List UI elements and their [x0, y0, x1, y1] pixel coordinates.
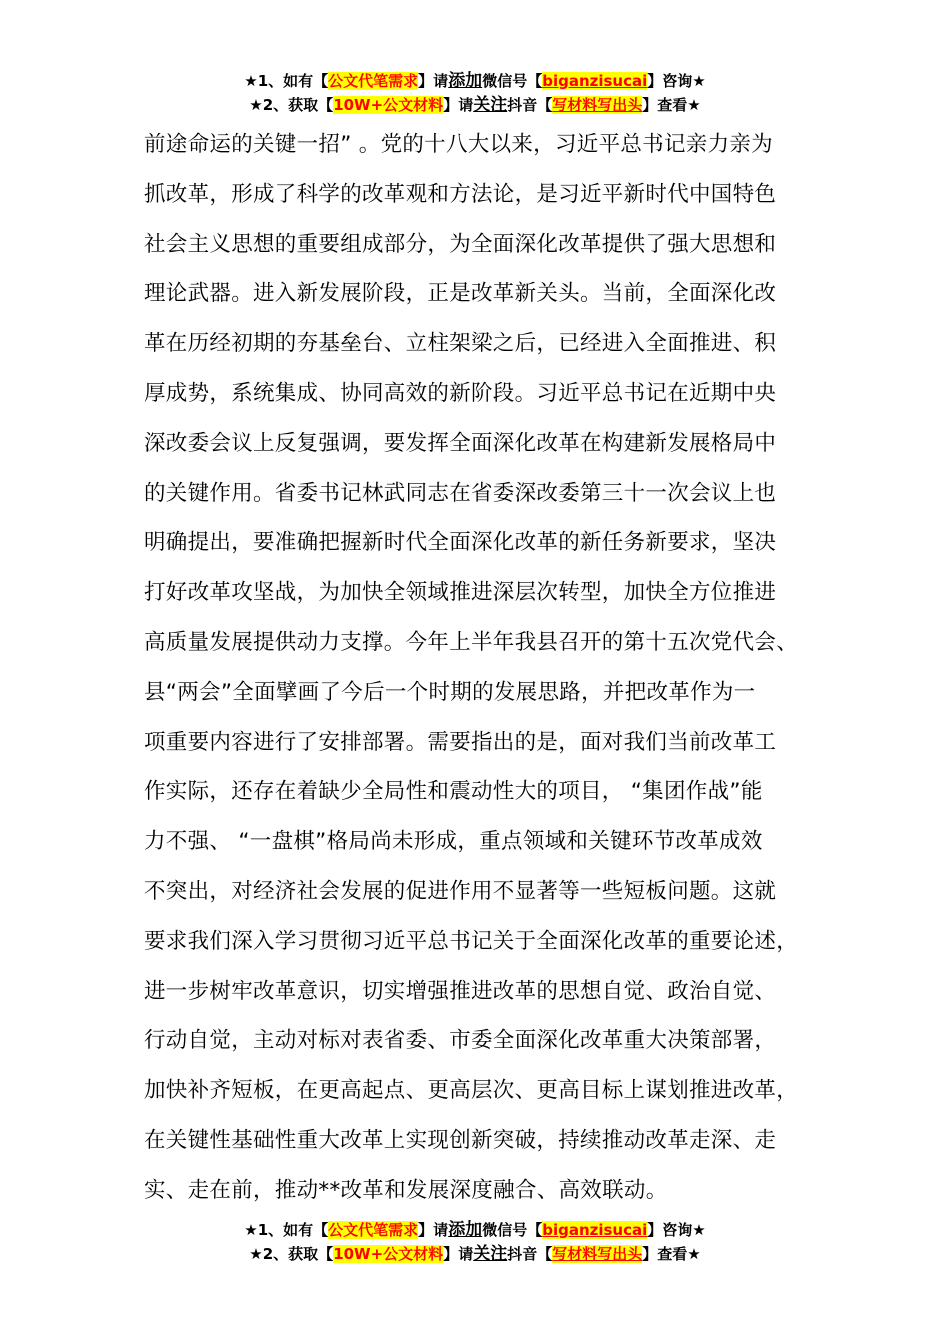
body-line: 高质量发展提供动力支撑。今年上半年我县召开的第十五次党代会、 [144, 629, 799, 655]
body-line: 力不强、 “一盘棋”格局尚未形成，重点领域和关键环节改革成效 [144, 829, 763, 855]
body-line: 行动自觉，主动对标对表省委、市委全面深化改革重大决策部署， [144, 1028, 777, 1054]
ad-text: 】请 [443, 1245, 474, 1263]
ad-text: ★1、如有【 [244, 72, 329, 90]
body-line: 实、走在前，推动**改革和发展深度融合、高效联动。 [144, 1177, 668, 1203]
ad-highlight: 公文代笔需求 [328, 72, 419, 90]
ad-underlined: 关注 [473, 95, 508, 115]
ad-text: 】查看★ [642, 96, 701, 114]
ad-underlined: 关注 [473, 1244, 508, 1264]
ad-highlight: 10W+公文材料 [333, 1245, 444, 1263]
body-line: 社会主义思想的重要组成部分，为全面深化改革提供了强大思想和 [144, 231, 777, 257]
document-body [144, 128, 798, 1224]
wechat-id-link[interactable]: biganzisucai [542, 72, 648, 90]
body-line: 明确提出，要准确把握新时代全面深化改革的新任务新要求，坚决 [144, 530, 777, 556]
ad-text: 】请 [418, 72, 449, 90]
body-line: 加快补齐短板，在更高起点、更高层次、更高目标上谋划推进改革， [144, 1078, 799, 1104]
body-line: 要求我们深入学习贯彻习近平总书记关于全面深化改革的重要论述， [144, 928, 799, 954]
header-ad-line-1 [0, 69, 950, 93]
ad-text: 抖音【 [507, 96, 553, 114]
footer-ad-line-1 [0, 1218, 950, 1242]
body-line: 县“两会”全面擘画了今后一个时期的发展思路，并把改革作为一 [144, 679, 756, 705]
douyin-account-link[interactable]: 写材料写出头 [552, 96, 643, 114]
ad-text: 】请 [418, 1221, 449, 1239]
wechat-id-link[interactable]: biganzisucai [542, 1221, 648, 1239]
ad-text: 微信号【 [482, 1221, 543, 1239]
body-line: 前途命运的关键一招” 。党的十八大以来，习近平总书记亲力亲为 [144, 132, 773, 157]
body-line: 理论武器。进入新发展阶段，正是改革新关头。当前，全面深化改 [144, 281, 777, 307]
body-line: 深改委会议上反复强调，要发挥全面深化改革在构建新发展格局中 [144, 430, 777, 456]
ad-text: 】咨询★ [647, 1221, 706, 1239]
ad-text: 微信号【 [482, 72, 543, 90]
body-line: 进一步树牢改革意识，切实增强推进改革的思想自觉、政治自觉、 [144, 978, 777, 1004]
footer-ad-line-2 [0, 1242, 950, 1266]
ad-text: ★2、获取【 [249, 96, 334, 114]
body-line: 抓改革，形成了科学的改革观和方法论，是习近平新时代中国特色 [144, 181, 777, 207]
ad-text: 】请 [443, 96, 474, 114]
ad-underlined: 添加 [448, 71, 483, 91]
body-line: 的关键作用。省委书记林武同志在省委深改委第三十一次会议上也 [144, 480, 777, 506]
body-line: 打好改革攻坚战，为加快全领域推进深层次转型，加快全方位推进 [144, 580, 777, 606]
body-line: 在关键性基础性重大改革上实现创新突破，持续推动改革走深、走 [144, 1127, 777, 1153]
body-line: 革在历经初期的夯基垒台、立柱架梁之后，已经进入全面推进、积 [144, 331, 777, 357]
ad-text: ★2、获取【 [249, 1245, 334, 1263]
body-line: 作实际，还存在着缺少全局性和震动性大的项目， “集团作战”能 [144, 779, 763, 805]
header-ad-line-2 [0, 93, 950, 117]
ad-highlight: 公文代笔需求 [328, 1221, 419, 1239]
body-line: 项重要内容进行了安排部署。需要指出的是，面对我们当前改革工 [144, 729, 777, 755]
douyin-account-link[interactable]: 写材料写出头 [552, 1245, 643, 1263]
ad-text: 】查看★ [642, 1245, 701, 1263]
ad-text: 抖音【 [507, 1245, 553, 1263]
ad-underlined: 添加 [448, 1220, 483, 1240]
ad-text: ★1、如有【 [244, 1221, 329, 1239]
body-line: 厚成势，系统集成、协同高效的新阶段。习近平总书记在近期中央 [144, 380, 777, 406]
ad-highlight: 10W+公文材料 [333, 96, 444, 114]
ad-text: 】咨询★ [647, 72, 706, 90]
body-line: 不突出，对经济社会发展的促进作用不显著等一些短板问题。这就 [144, 878, 777, 904]
